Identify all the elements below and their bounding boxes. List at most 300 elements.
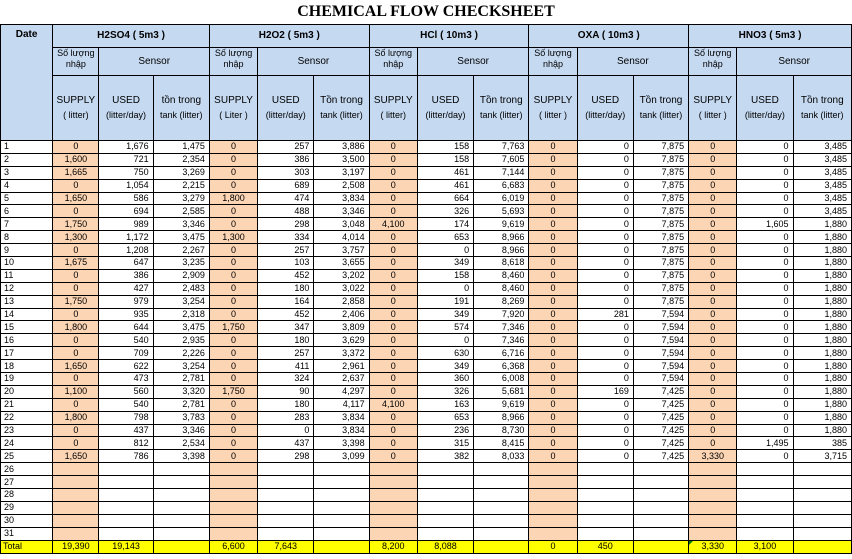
value-cell[interactable]: 0 (737, 257, 793, 270)
date-cell[interactable]: 28 (1, 489, 53, 502)
supply-cell[interactable]: 0 (689, 231, 737, 244)
value-cell[interactable]: 3,048 (314, 218, 369, 231)
value-cell[interactable]: 180 (258, 282, 314, 295)
date-cell[interactable]: 23 (1, 424, 53, 437)
value-cell[interactable]: 653 (417, 411, 473, 424)
value-cell[interactable]: 2,354 (153, 153, 209, 166)
supply-cell[interactable]: 0 (209, 398, 257, 411)
value-cell[interactable]: 586 (99, 192, 153, 205)
supply-cell[interactable] (369, 527, 417, 540)
value-cell[interactable]: 3,485 (793, 179, 851, 192)
supply-cell[interactable]: 0 (689, 398, 737, 411)
value-cell[interactable]: 158 (417, 269, 473, 282)
value-cell[interactable] (417, 527, 473, 540)
value-cell[interactable]: 164 (258, 295, 314, 308)
supply-cell[interactable]: 0 (369, 411, 417, 424)
value-cell[interactable]: 7,875 (633, 218, 688, 231)
value-cell[interactable]: 6,716 (474, 347, 529, 360)
value-cell[interactable]: 8,033 (474, 450, 529, 463)
value-cell[interactable]: 1,880 (793, 373, 851, 386)
supply-cell[interactable]: 0 (689, 205, 737, 218)
value-cell[interactable]: 2,406 (314, 308, 369, 321)
value-cell[interactable]: 0 (577, 153, 633, 166)
supply-cell[interactable]: 0 (529, 218, 577, 231)
supply-cell[interactable]: 1,650 (53, 450, 99, 463)
value-cell[interactable]: 1,605 (737, 218, 793, 231)
supply-cell[interactable]: 0 (369, 269, 417, 282)
value-cell[interactable]: 1,676 (99, 141, 153, 154)
value-cell[interactable]: 7,425 (633, 424, 688, 437)
value-cell[interactable] (417, 489, 473, 502)
value-cell[interactable]: 540 (99, 398, 153, 411)
total-cell[interactable]: 0 (529, 540, 577, 553)
supply-cell[interactable]: 0 (209, 269, 257, 282)
value-cell[interactable] (474, 476, 529, 489)
value-cell[interactable]: 644 (99, 321, 153, 334)
date-cell[interactable]: 11 (1, 269, 53, 282)
supply-cell[interactable] (689, 527, 737, 540)
supply-cell[interactable]: 0 (529, 398, 577, 411)
supply-cell[interactable]: 0 (529, 179, 577, 192)
supply-cell[interactable]: 0 (529, 308, 577, 321)
value-cell[interactable]: 158 (417, 141, 473, 154)
supply-cell[interactable]: 0 (53, 269, 99, 282)
value-cell[interactable] (153, 514, 209, 527)
value-cell[interactable]: 0 (737, 141, 793, 154)
supply-cell[interactable]: 1,300 (209, 231, 257, 244)
date-cell[interactable]: 6 (1, 205, 53, 218)
value-cell[interactable]: 169 (577, 385, 633, 398)
value-cell[interactable] (153, 489, 209, 502)
value-cell[interactable]: 7,594 (633, 334, 688, 347)
value-cell[interactable]: 786 (99, 450, 153, 463)
value-cell[interactable] (99, 489, 153, 502)
value-cell[interactable]: 0 (577, 424, 633, 437)
supply-cell[interactable]: 0 (369, 205, 417, 218)
value-cell[interactable]: 3,485 (793, 192, 851, 205)
value-cell[interactable]: 191 (417, 295, 473, 308)
value-cell[interactable]: 7,920 (474, 308, 529, 321)
value-cell[interactable]: 3,485 (793, 166, 851, 179)
value-cell[interactable]: 0 (737, 192, 793, 205)
supply-cell[interactable] (529, 476, 577, 489)
supply-cell[interactable]: 0 (209, 424, 257, 437)
supply-cell[interactable]: 0 (209, 244, 257, 257)
supply-cell[interactable]: 0 (209, 166, 257, 179)
value-cell[interactable]: 0 (737, 166, 793, 179)
value-cell[interactable]: 324 (258, 373, 314, 386)
value-cell[interactable]: 180 (258, 334, 314, 347)
value-cell[interactable]: 7,594 (633, 347, 688, 360)
supply-cell[interactable]: 0 (369, 141, 417, 154)
value-cell[interactable]: 5,693 (474, 205, 529, 218)
supply-cell[interactable]: 0 (209, 437, 257, 450)
value-cell[interactable] (577, 476, 633, 489)
supply-cell[interactable]: 0 (209, 360, 257, 373)
value-cell[interactable]: 2,935 (153, 334, 209, 347)
value-cell[interactable]: 7,875 (633, 231, 688, 244)
value-cell[interactable]: 180 (258, 398, 314, 411)
value-cell[interactable]: 1,880 (793, 385, 851, 398)
date-cell[interactable]: 1 (1, 141, 53, 154)
value-cell[interactable]: 3,715 (793, 450, 851, 463)
value-cell[interactable]: 437 (258, 437, 314, 450)
supply-cell[interactable] (529, 527, 577, 540)
supply-cell[interactable]: 0 (209, 218, 257, 231)
value-cell[interactable]: 3,757 (314, 244, 369, 257)
supply-cell[interactable]: 0 (369, 373, 417, 386)
value-cell[interactable] (99, 514, 153, 527)
value-cell[interactable]: 540 (99, 334, 153, 347)
date-cell[interactable]: 7 (1, 218, 53, 231)
value-cell[interactable]: 709 (99, 347, 153, 360)
value-cell[interactable]: 750 (99, 166, 153, 179)
supply-cell[interactable]: 0 (369, 257, 417, 270)
value-cell[interactable] (99, 527, 153, 540)
value-cell[interactable] (793, 489, 851, 502)
value-cell[interactable]: 0 (737, 205, 793, 218)
supply-cell[interactable]: 0 (529, 141, 577, 154)
value-cell[interactable]: 0 (737, 450, 793, 463)
supply-cell[interactable]: 0 (53, 373, 99, 386)
value-cell[interactable]: 315 (417, 437, 473, 450)
value-cell[interactable]: 386 (258, 153, 314, 166)
total-cell[interactable] (474, 540, 529, 553)
value-cell[interactable]: 7,425 (633, 450, 688, 463)
value-cell[interactable]: 7,763 (474, 141, 529, 154)
value-cell[interactable]: 360 (417, 373, 473, 386)
supply-cell[interactable]: 0 (689, 334, 737, 347)
supply-cell[interactable]: 0 (369, 179, 417, 192)
value-cell[interactable]: 90 (258, 385, 314, 398)
value-cell[interactable]: 0 (577, 282, 633, 295)
total-cell[interactable]: 450 (577, 540, 633, 553)
value-cell[interactable]: 2,909 (153, 269, 209, 282)
date-cell[interactable]: 22 (1, 411, 53, 424)
supply-cell[interactable]: 0 (689, 321, 737, 334)
value-cell[interactable]: 257 (258, 141, 314, 154)
supply-cell[interactable]: 0 (209, 153, 257, 166)
value-cell[interactable]: 8,269 (474, 295, 529, 308)
value-cell[interactable]: 2,215 (153, 179, 209, 192)
supply-cell[interactable]: 0 (209, 334, 257, 347)
supply-cell[interactable]: 1,600 (53, 153, 99, 166)
value-cell[interactable]: 0 (577, 347, 633, 360)
value-cell[interactable]: 0 (577, 244, 633, 257)
value-cell[interactable]: 2,534 (153, 437, 209, 450)
value-cell[interactable]: 411 (258, 360, 314, 373)
value-cell[interactable]: 3,254 (153, 360, 209, 373)
value-cell[interactable]: 0 (737, 360, 793, 373)
value-cell[interactable]: 0 (737, 424, 793, 437)
value-cell[interactable]: 0 (737, 398, 793, 411)
date-cell[interactable]: 16 (1, 334, 53, 347)
supply-cell[interactable]: 1,750 (53, 218, 99, 231)
supply-cell[interactable]: 0 (369, 334, 417, 347)
supply-cell[interactable]: 0 (369, 360, 417, 373)
value-cell[interactable]: 1,495 (737, 437, 793, 450)
supply-cell[interactable] (369, 489, 417, 502)
value-cell[interactable] (577, 463, 633, 476)
supply-cell[interactable]: 0 (689, 373, 737, 386)
supply-cell[interactable] (53, 489, 99, 502)
supply-cell[interactable] (369, 476, 417, 489)
value-cell[interactable]: 0 (577, 398, 633, 411)
supply-cell[interactable]: 0 (369, 231, 417, 244)
value-cell[interactable]: 2,318 (153, 308, 209, 321)
date-cell[interactable]: 3 (1, 166, 53, 179)
supply-cell[interactable]: 0 (369, 244, 417, 257)
supply-cell[interactable]: 0 (369, 295, 417, 308)
value-cell[interactable] (417, 501, 473, 514)
date-cell[interactable]: 8 (1, 231, 53, 244)
value-cell[interactable]: 1,880 (793, 334, 851, 347)
value-cell[interactable]: 0 (737, 347, 793, 360)
supply-cell[interactable]: 0 (529, 411, 577, 424)
value-cell[interactable]: 6,019 (474, 192, 529, 205)
value-cell[interactable] (474, 489, 529, 502)
supply-cell[interactable]: 0 (53, 347, 99, 360)
value-cell[interactable] (474, 463, 529, 476)
value-cell[interactable]: 298 (258, 450, 314, 463)
value-cell[interactable]: 3,279 (153, 192, 209, 205)
supply-cell[interactable]: 0 (53, 398, 99, 411)
supply-cell[interactable]: 0 (53, 141, 99, 154)
value-cell[interactable]: 2,585 (153, 205, 209, 218)
supply-cell[interactable]: 1,800 (53, 321, 99, 334)
value-cell[interactable]: 0 (737, 334, 793, 347)
value-cell[interactable]: 7,144 (474, 166, 529, 179)
date-cell[interactable]: 17 (1, 347, 53, 360)
value-cell[interactable]: 0 (737, 295, 793, 308)
value-cell[interactable]: 1,880 (793, 321, 851, 334)
supply-cell[interactable]: 0 (529, 244, 577, 257)
supply-cell[interactable]: 0 (529, 166, 577, 179)
supply-cell[interactable]: 0 (689, 257, 737, 270)
supply-cell[interactable]: 0 (53, 282, 99, 295)
value-cell[interactable]: 334 (258, 231, 314, 244)
supply-cell[interactable] (369, 514, 417, 527)
supply-cell[interactable]: 1,100 (53, 385, 99, 398)
supply-cell[interactable]: 0 (529, 385, 577, 398)
value-cell[interactable]: 1,880 (793, 424, 851, 437)
value-cell[interactable]: 0 (737, 385, 793, 398)
value-cell[interactable]: 0 (577, 411, 633, 424)
supply-cell[interactable]: 0 (529, 450, 577, 463)
supply-cell[interactable]: 0 (689, 192, 737, 205)
value-cell[interactable]: 7,875 (633, 282, 688, 295)
value-cell[interactable] (99, 476, 153, 489)
supply-cell[interactable]: 0 (529, 192, 577, 205)
value-cell[interactable]: 574 (417, 321, 473, 334)
value-cell[interactable]: 3,655 (314, 257, 369, 270)
value-cell[interactable]: 0 (258, 424, 314, 437)
supply-cell[interactable]: 0 (689, 179, 737, 192)
value-cell[interactable]: 0 (577, 218, 633, 231)
value-cell[interactable]: 7,875 (633, 205, 688, 218)
value-cell[interactable]: 1,880 (793, 282, 851, 295)
supply-cell[interactable]: 0 (529, 269, 577, 282)
supply-cell[interactable]: 0 (529, 347, 577, 360)
value-cell[interactable] (99, 501, 153, 514)
value-cell[interactable] (577, 514, 633, 527)
value-cell[interactable]: 0 (577, 321, 633, 334)
value-cell[interactable] (258, 527, 314, 540)
supply-cell[interactable] (209, 489, 257, 502)
value-cell[interactable]: 3,099 (314, 450, 369, 463)
value-cell[interactable]: 257 (258, 244, 314, 257)
value-cell[interactable]: 3,269 (153, 166, 209, 179)
supply-cell[interactable]: 0 (369, 424, 417, 437)
value-cell[interactable]: 7,346 (474, 321, 529, 334)
supply-cell[interactable]: 1,650 (53, 192, 99, 205)
value-cell[interactable]: 4,297 (314, 385, 369, 398)
supply-cell[interactable]: 0 (689, 153, 737, 166)
supply-cell[interactable]: 1,300 (53, 231, 99, 244)
value-cell[interactable]: 349 (417, 360, 473, 373)
value-cell[interactable] (474, 527, 529, 540)
value-cell[interactable]: 4,014 (314, 231, 369, 244)
date-cell[interactable]: 19 (1, 373, 53, 386)
value-cell[interactable] (633, 476, 688, 489)
supply-cell[interactable]: 0 (529, 153, 577, 166)
supply-cell[interactable]: 0 (53, 179, 99, 192)
value-cell[interactable]: 427 (99, 282, 153, 295)
supply-cell[interactable]: 0 (689, 218, 737, 231)
value-cell[interactable]: 8,415 (474, 437, 529, 450)
value-cell[interactable]: 2,483 (153, 282, 209, 295)
value-cell[interactable]: 812 (99, 437, 153, 450)
supply-cell[interactable]: 0 (689, 269, 737, 282)
value-cell[interactable] (577, 501, 633, 514)
value-cell[interactable]: 349 (417, 257, 473, 270)
supply-cell[interactable] (529, 501, 577, 514)
supply-cell[interactable]: 1,650 (53, 360, 99, 373)
supply-cell[interactable]: 0 (529, 205, 577, 218)
value-cell[interactable]: 7,875 (633, 179, 688, 192)
supply-cell[interactable] (529, 514, 577, 527)
value-cell[interactable] (577, 527, 633, 540)
value-cell[interactable]: 664 (417, 192, 473, 205)
supply-cell[interactable]: 0 (209, 141, 257, 154)
value-cell[interactable] (737, 476, 793, 489)
supply-cell[interactable]: 0 (529, 282, 577, 295)
value-cell[interactable]: 452 (258, 269, 314, 282)
supply-cell[interactable]: 1,800 (209, 192, 257, 205)
value-cell[interactable]: 7,594 (633, 360, 688, 373)
value-cell[interactable]: 0 (737, 153, 793, 166)
value-cell[interactable] (737, 463, 793, 476)
value-cell[interactable]: 382 (417, 450, 473, 463)
value-cell[interactable]: 0 (577, 450, 633, 463)
total-cell[interactable] (793, 540, 851, 553)
supply-cell[interactable]: 0 (209, 411, 257, 424)
value-cell[interactable]: 2,781 (153, 398, 209, 411)
value-cell[interactable]: 689 (258, 179, 314, 192)
date-cell[interactable]: 14 (1, 308, 53, 321)
supply-cell[interactable]: 0 (529, 373, 577, 386)
value-cell[interactable]: 3,202 (314, 269, 369, 282)
value-cell[interactable] (474, 501, 529, 514)
value-cell[interactable] (99, 463, 153, 476)
supply-cell[interactable] (529, 489, 577, 502)
value-cell[interactable]: 281 (577, 308, 633, 321)
value-cell[interactable] (793, 501, 851, 514)
value-cell[interactable]: 7,875 (633, 192, 688, 205)
value-cell[interactable]: 349 (417, 308, 473, 321)
supply-cell[interactable]: 0 (209, 450, 257, 463)
supply-cell[interactable]: 1,750 (53, 295, 99, 308)
date-cell[interactable]: 24 (1, 437, 53, 450)
supply-cell[interactable]: 0 (529, 334, 577, 347)
date-cell[interactable]: 10 (1, 257, 53, 270)
value-cell[interactable] (153, 501, 209, 514)
value-cell[interactable]: 1,880 (793, 257, 851, 270)
value-cell[interactable]: 4,117 (314, 398, 369, 411)
value-cell[interactable]: 303 (258, 166, 314, 179)
total-cell[interactable] (153, 540, 209, 553)
value-cell[interactable]: 0 (577, 373, 633, 386)
value-cell[interactable] (314, 527, 369, 540)
supply-cell[interactable] (53, 463, 99, 476)
supply-cell[interactable]: 0 (369, 347, 417, 360)
total-cell[interactable] (633, 540, 688, 553)
value-cell[interactable] (793, 476, 851, 489)
date-cell[interactable]: 20 (1, 385, 53, 398)
supply-cell[interactable]: 0 (689, 360, 737, 373)
value-cell[interactable]: 647 (99, 257, 153, 270)
supply-cell[interactable] (689, 463, 737, 476)
supply-cell[interactable] (689, 476, 737, 489)
value-cell[interactable]: 7,425 (633, 437, 688, 450)
value-cell[interactable]: 7,594 (633, 321, 688, 334)
value-cell[interactable] (417, 476, 473, 489)
value-cell[interactable]: 7,594 (633, 308, 688, 321)
value-cell[interactable]: 385 (793, 437, 851, 450)
total-cell[interactable] (314, 540, 369, 553)
date-cell[interactable]: 31 (1, 527, 53, 540)
value-cell[interactable] (633, 463, 688, 476)
supply-cell[interactable]: 0 (369, 385, 417, 398)
value-cell[interactable]: 3,475 (153, 231, 209, 244)
value-cell[interactable]: 3,500 (314, 153, 369, 166)
value-cell[interactable]: 298 (258, 218, 314, 231)
value-cell[interactable]: 7,425 (633, 411, 688, 424)
supply-cell[interactable]: 0 (53, 437, 99, 450)
value-cell[interactable]: 3,485 (793, 153, 851, 166)
value-cell[interactable]: 7,594 (633, 373, 688, 386)
supply-cell[interactable]: 0 (529, 257, 577, 270)
value-cell[interactable]: 283 (258, 411, 314, 424)
value-cell[interactable]: 1,880 (793, 218, 851, 231)
supply-cell[interactable]: 0 (369, 282, 417, 295)
value-cell[interactable]: 989 (99, 218, 153, 231)
supply-cell[interactable] (369, 463, 417, 476)
value-cell[interactable]: 3,346 (153, 424, 209, 437)
total-cell[interactable]: 3,100 (737, 540, 793, 553)
supply-cell[interactable]: 0 (53, 244, 99, 257)
value-cell[interactable]: 3,320 (153, 385, 209, 398)
value-cell[interactable]: 2,858 (314, 295, 369, 308)
supply-cell[interactable] (209, 463, 257, 476)
supply-cell[interactable]: 0 (369, 450, 417, 463)
value-cell[interactable]: 0 (417, 244, 473, 257)
value-cell[interactable]: 1,208 (99, 244, 153, 257)
value-cell[interactable]: 3,398 (153, 450, 209, 463)
value-cell[interactable]: 3,475 (153, 321, 209, 334)
value-cell[interactable]: 0 (577, 231, 633, 244)
total-cell[interactable]: 7,643 (258, 540, 314, 553)
